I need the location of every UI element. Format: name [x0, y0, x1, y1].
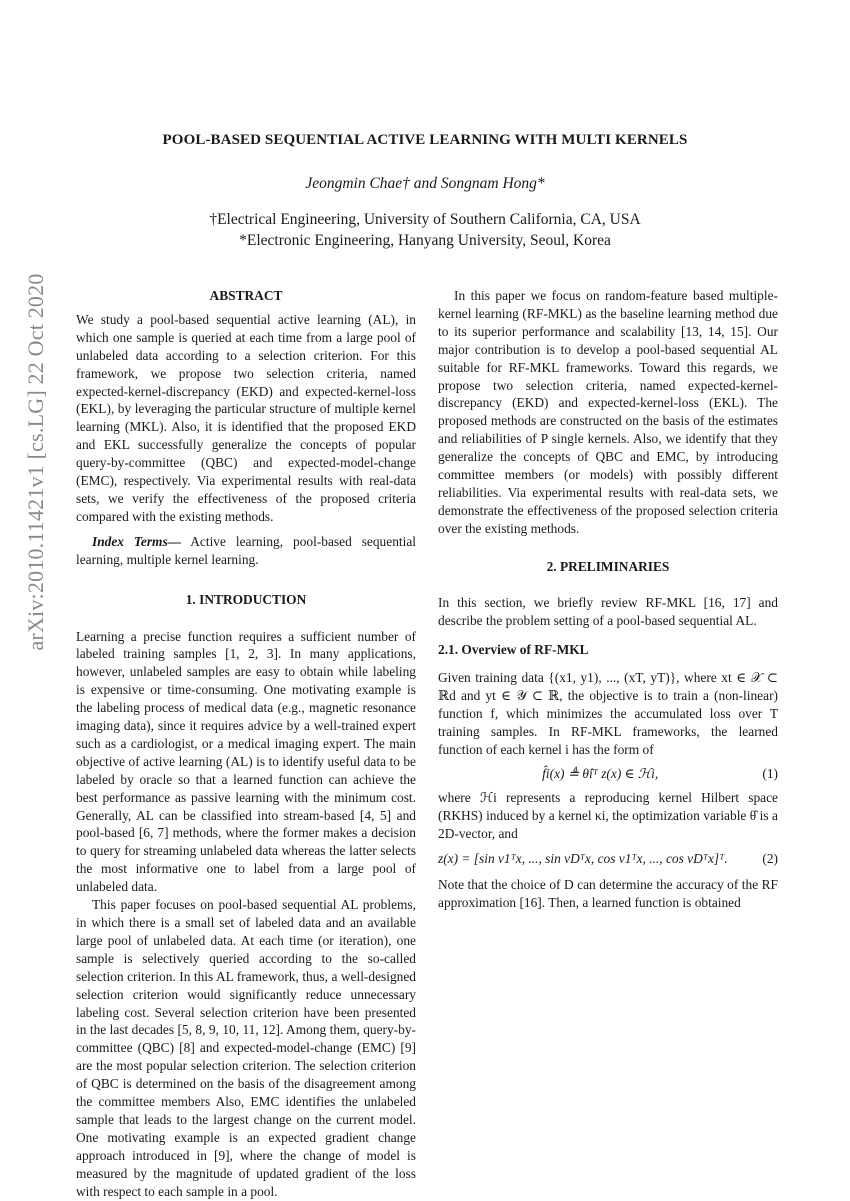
abstract-heading: ABSTRACT [209, 288, 283, 303]
index-terms [76, 533, 416, 569]
intro-paragraph-3: In this paper we focus on random-feature based multiple-kernel learning (RF-MKL) as the baseline learning method due to its superior performance and scalability [13, 14, 15]. Our major contribution is to develop a pool-based sequential AL suitable for RF-MKL frameworks. Toward this regards, we propose two selection criteria, named expected-kernel-discrepancy (EKD) and expected-kernel-loss (EKL). The proposed methods are constructed on the basis of the estimates and reliabilities of P single kernels. Also, we identify that they generalize the concepts of QBC and EMC, by introducing committee members (or models) with possibly different reliabilities. Via experimental results with real-data sets, we demonstrate the effectiveness of the proposed selection criteria over the existing methods. [438, 288, 778, 536]
affiliation-1: †Electrical Engineering, University of Southern California, CA, USA [209, 211, 641, 228]
equation-1-number: (1) [762, 765, 778, 781]
prelim-paragraph-2: Given training data {(x1, y1), ..., (xT, yT)}, where xt ∈ 𝒳 ⊂ ℝd and yt ∈ 𝒴 ⊂ ℝ, the objective is to train a (non-linear) function f, which minimizes the accumulated loss over T training samples. In RF-MKL frameworks, the learned function of each kernel i has the form of [438, 670, 778, 757]
intro-paragraph-1: Learning a precise function requires a sufficient number of labeled training samples [1, 2, 3]. In many applications, however, unlabeled samples are easy to obtain while labeling is expensive or time-consuming. One motivating example is the labeling process of medical data (e.g., magnetic resonance imaging data), since it requires advice by a well-trained expert such as a cardiologist, or a medical imaging expert. The main objective of active learning (AL) is to identify useful data to be labeled by oracle so that a learned function can achieve the best performance as passive learning with the minimum cost. Generally, AL can be classified into stream-based [4, 5] and pool-based [6, 7] methods, where the former makes a decision to query for streaming unlabeled data whereas the latter selects the most informative one to label from a large pool of unlabeled data. [76, 628, 416, 895]
prelim-paragraph-1: In this section, we briefly review RF-MKL [16, 17] and describe the problem setting of a pool-based sequential AL. [438, 594, 778, 628]
subsection-heading-rf-mkl: 2.1. Overview of RF-MKL [438, 642, 589, 658]
equation-1 [438, 765, 778, 783]
arxiv-sidebar-stamp [16, 262, 56, 662]
left-column [76, 287, 416, 1201]
intro-paragraph-2: This paper focuses on pool-based sequential AL problems, in which there is a small set of labeled data and an available large pool of unlabeled data. At each time (or iteration), one sample is selectively queried according to the so-called selection criterion. In this AL framework, thus, a well-designed selection criterion would significantly reduce unnecessary labeling cost. Several selection criterion have been presented in the last decades [5, 8, 9, 10, 11, 12]. Among them, query-by-committee (QBC) [8] and expected-model-change (EMC) [9] are the most popular selection criterion. The selection criterion of QBC is determined on the basis of the disagreement among the committee members Also, EMC identifies the unlabeled sample that leads to the largest change on the current model. One motivating example is an expected gradient change approach introduced in [9], where the change of model is measured by the magnitude of updated gradient of the loss with respect to each sample in a pool. [76, 897, 416, 1199]
paper-authors: Jeongmin Chae† and Songnam Hong* [305, 175, 545, 192]
equation-1-expression: f̂i(x) ≜ θ̂iᵀ z(x) ∈ ℋi, [542, 765, 659, 781]
intro-heading: 1. INTRODUCTION [185, 591, 307, 607]
arxiv-identifier: arXiv:2010.11421v1 [cs.LG] 22 Oct 2020 [23, 273, 48, 651]
prelim-paragraph-4: Note that the choice of D can determine the accuracy of the RF approximation [16]. Then, a learned function is obtained [438, 877, 778, 911]
index-terms-text: Active learning, pool-based sequential learning, multiple kernel learning. [76, 533, 416, 567]
prelim-paragraph-3: where ℋi represents a reproducing kernel Hilbert space (RKHS) induced by a kernel κi, the optimization variable θ̂ is a 2D-vector, and [438, 789, 778, 841]
equation-2-number: (2) [762, 851, 778, 867]
equation-2 [438, 850, 778, 868]
equation-2-expression: z(x) = [sin v1ᵀx, ..., sin vDᵀx, cos v1ᵀx, ..., cos vDᵀx]ᵀ. [438, 851, 728, 867]
right-column [438, 287, 778, 912]
paper-title: POOL-BASED SEQUENTIAL ACTIVE LEARNING WITH MULTI KERNELS [162, 132, 688, 148]
abstract-body: We study a pool-based sequential active learning (AL), in which one sample is queried at each time from a large pool of unlabeled data according to a selection criterion. For this framework, we propose two selection criteria, named expected-kernel-discrepancy (EKD) and expected-kernel-loss (EKL), by leveraging the particular structure of multiple kernel learning (MKL). Also, it is identified that the proposed EKD and EKL successfully generalize the concepts of popular query-by-committee (QBC) and expected-model-change (EMC), respectively. Via experimental results with real-data sets, we verify the effectiveness of the proposed criteria compared with the existing methods. [76, 311, 416, 524]
preliminaries-heading: 2. PRELIMINARIES [546, 558, 670, 574]
affiliation-2: *Electronic Engineering, Hanyang University, Seoul, Korea [239, 232, 611, 249]
index-terms-label: Index Terms— [92, 533, 182, 549]
